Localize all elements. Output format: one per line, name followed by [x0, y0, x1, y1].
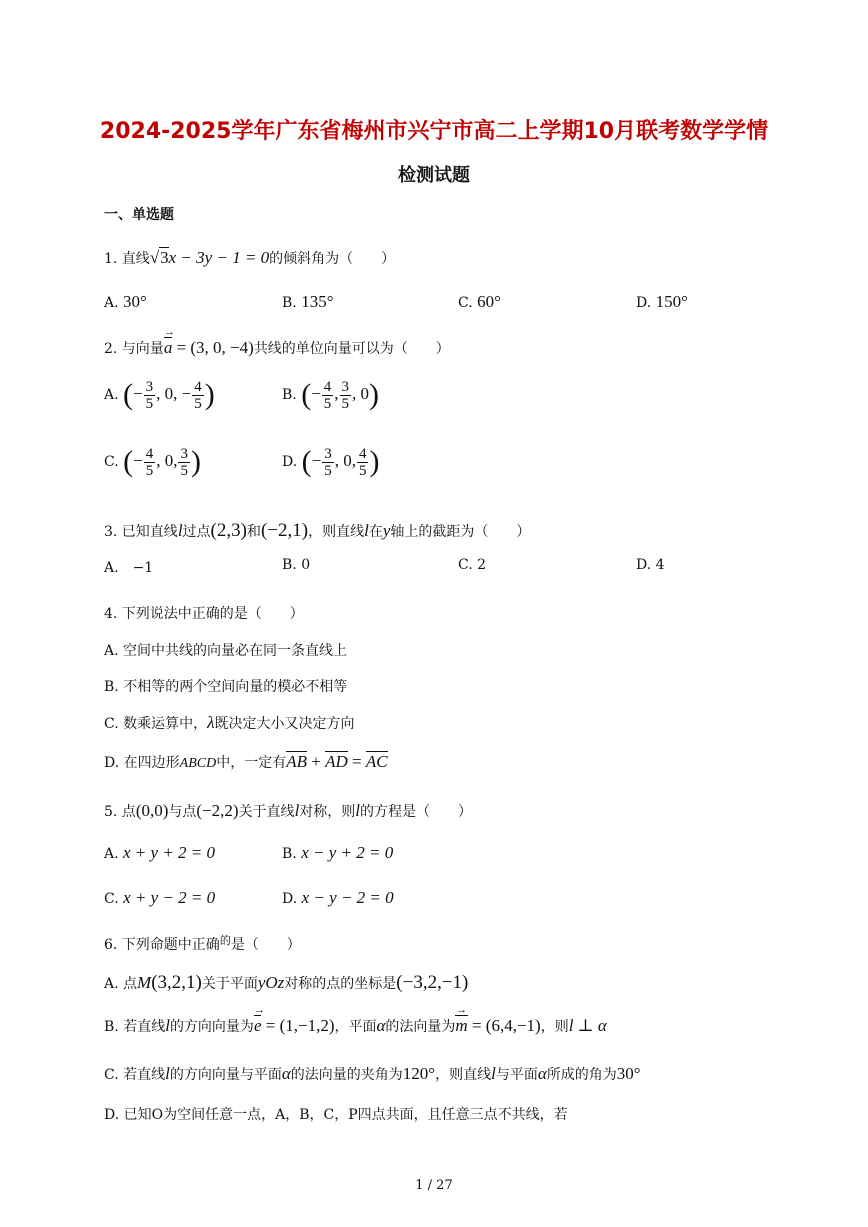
q3-option-a: A. −1	[104, 560, 154, 576]
q2-option-c: C. (− $\frac{4}{5}$ , 0, $\frac{3}{5}$ )	[104, 445, 201, 479]
q6-option-b: B. 若直线l的方向向量为e → = (1,−1,2)，平面α的法向量为m → = (6,4,−1)，则l ⊥ α	[104, 1016, 607, 1036]
q4-option-d: D. 在四边形ABCD中，一定有AB + AD = AC	[104, 752, 388, 771]
section-heading: 一、单选题	[104, 207, 174, 223]
q5-option-d: D. x − y − 2 = 0	[282, 888, 394, 907]
q1-option-a: A. 30°	[104, 292, 147, 311]
question-4: 4. 下列说法中正确的是（ ）	[104, 606, 304, 622]
q2-option-b: B. (− $\frac{4}{5}$ , $\frac{3}{5}$ , 0)	[282, 378, 380, 412]
q1-equation: x − 3y − 1 = 0	[168, 248, 270, 267]
q2-option-d: D. (− $\frac{3}{5}$ , 0, $\frac{4}{5}$ )	[282, 445, 380, 479]
q4-option-b: B. 不相等的两个空间向量的模必不相等	[104, 679, 348, 695]
q4-option-c: C. 数乘运算中，λ既决定大小又决定方向	[104, 713, 355, 732]
q6-option-d: D. 已知O为空间任意一点，A，B，C，P四点共面，且任意三点不共线，若	[104, 1107, 568, 1123]
question-5: 5. 点(0,0)与点(−2,2)关于直线l对称，则l的方程是（ ）	[104, 801, 473, 820]
q1-option-c: C. 60°	[458, 292, 501, 311]
page-title: 2024-2025学年广东省梅州市兴宁市高二上学期10月联考数学学情	[99, 119, 769, 144]
q2-option-a: A. (− $\frac{3}{5}$ , 0, − $\frac{4}{5}$ )	[104, 378, 215, 412]
q3-option-d: D. 4	[636, 557, 665, 573]
q1-option-d: D. 150°	[636, 292, 688, 311]
q6-option-a: A. 点M(3,2,1)关于平面yOz对称的点的坐标是(−3,2,−1)	[104, 972, 469, 993]
question-2: 2. 与向量a → = (3, 0, −4)共线的单位向量可以为（ ）	[104, 338, 450, 358]
q5-option-c: C. x + y − 2 = 0	[104, 888, 216, 907]
q1-sqrt: 3	[160, 248, 169, 267]
q3-option-b: B. 0	[282, 557, 311, 573]
question-3: 3. 已知直线l过点(2,3)和(−2,1)，则直线l在y轴上的截距为（ ）	[104, 520, 531, 541]
q1-tail: 的倾斜角为（ ）	[269, 251, 396, 267]
q3-option-c: C. 2	[458, 557, 487, 573]
q1-lead: 1. 直线	[104, 251, 150, 267]
q5-option-a: A. x + y + 2 = 0	[104, 843, 216, 862]
q4-option-a: A. 空间中共线的向量必在同一条直线上	[104, 643, 348, 659]
page-subtitle: 检测试题	[398, 165, 470, 186]
q1-option-b: B. 135°	[282, 292, 334, 311]
page-number: 1 / 27	[415, 1178, 453, 1193]
question-1: 1. 直线√3x − 3y − 1 = 0的倾斜角为（ ）	[104, 248, 396, 267]
q6-option-c: C. 若直线l的方向向量与平面α的法向量的夹角为120°，则直线l与平面α所成的角为30°	[104, 1064, 641, 1083]
question-6: 6. 下列命题中正确$^的$是（ ）	[104, 934, 301, 953]
q5-option-b: B. x − y + 2 = 0	[282, 843, 394, 862]
q2-vector-a: a →	[164, 338, 173, 358]
